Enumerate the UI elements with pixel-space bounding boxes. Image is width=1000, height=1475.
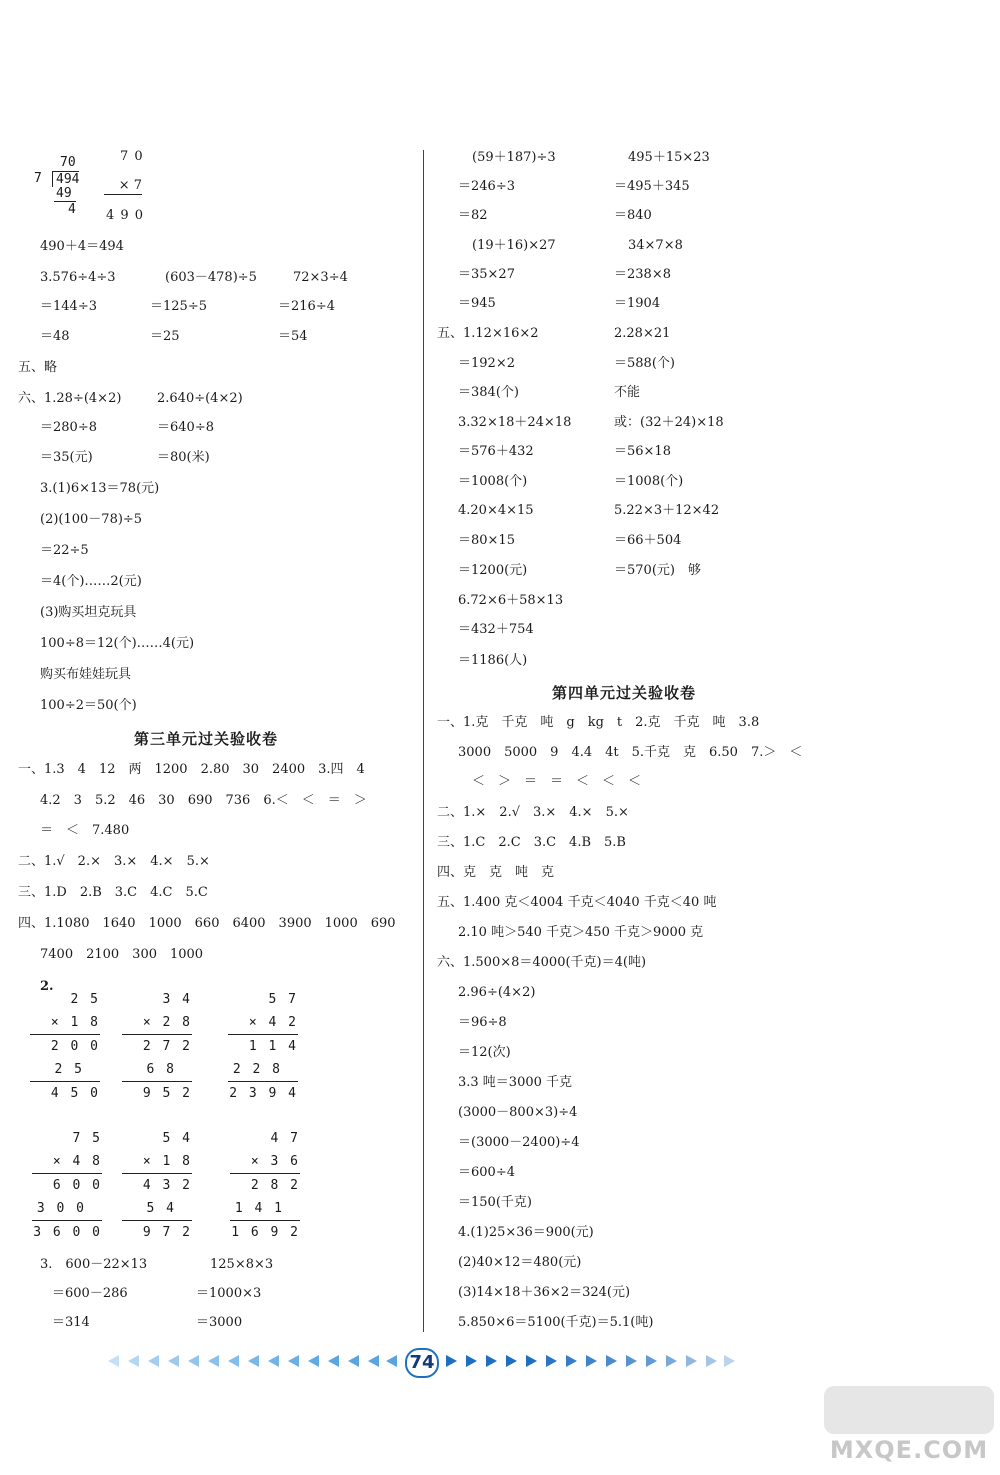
unit3-line: 四、1.1080 1640 1000 660 6400 3900 1000 690	[18, 916, 396, 931]
arrow-right-icon	[666, 1355, 677, 1367]
unit4-line: 4.(1)25×36＝900(元)	[458, 1225, 594, 1240]
arrow-right-icon	[546, 1355, 557, 1367]
unit3-line: 三、1.D 2.B 3.C 4.C 5.C	[18, 885, 208, 900]
check-mid: × 7	[104, 178, 142, 195]
arrow-right-icon	[724, 1355, 735, 1367]
unit4-line: ＝(3000－2400)÷4	[458, 1135, 580, 1150]
vertical-multiplication: 5 4 × 1 8 4 3 2 5 4 9 7 2	[122, 1127, 192, 1244]
arrow-left-icon	[348, 1355, 359, 1367]
arrow-left-icon	[288, 1355, 299, 1367]
watermark-text: MXQE.COM	[829, 1436, 989, 1464]
column-divider	[423, 150, 424, 1332]
arrow-left-icon	[148, 1355, 159, 1367]
page-footer	[108, 1348, 738, 1376]
right-b-line: ＝1904	[614, 296, 661, 311]
right-a-line: ＝1186(人)	[458, 653, 528, 668]
right-a-line: 3.32×18＋24×18	[458, 415, 572, 430]
right-a-line: ＝80×15	[458, 533, 515, 548]
right-b-line: ＝66＋504	[614, 533, 682, 548]
right-b-line: ＝495＋345	[614, 179, 690, 194]
arrow-left-icon	[108, 1355, 119, 1367]
divisor: 7	[34, 171, 42, 186]
arrow-right-icon	[566, 1355, 577, 1367]
right-a-line: 五、1.12×16×2	[437, 326, 539, 341]
unit3-q3-line: ＝600－286	[52, 1286, 128, 1301]
arrow-left-icon	[128, 1355, 139, 1367]
left-line: 购买布娃娃玩具	[40, 667, 132, 682]
right-a-line: 6.72×6＋58×13	[458, 593, 564, 608]
unit3-line: 二、1.√ 2.× 3.× 4.× 5.×	[18, 854, 210, 869]
vertical-multiplication: 3 4 × 2 8 2 7 2 6 8 9 5 2	[122, 988, 192, 1105]
arrow-right-icon	[466, 1355, 477, 1367]
arrow-left-icon	[308, 1355, 319, 1367]
remainder: 4	[68, 202, 76, 217]
unit4-line: 2.10 吨＞540 千克＞450 千克＞9000 克	[458, 925, 704, 940]
partial-product: 49	[54, 186, 76, 202]
unit3-title: 第三单元过关验收卷	[134, 730, 279, 748]
left-line: ＝48	[40, 329, 70, 344]
left-line: ＝4(个)……2(元)	[40, 574, 142, 589]
left-line: ＝280÷8	[40, 420, 97, 435]
arrow-right-icon	[626, 1355, 637, 1367]
arrow-right-icon	[446, 1355, 457, 1367]
unit3-q3b-line: 125×8×3	[210, 1257, 274, 1272]
right-b-line: 2.28×21	[614, 326, 671, 341]
unit3-line: ＝ ＜ 7.480	[40, 823, 130, 838]
right-a-line: (59＋187)÷3	[472, 150, 556, 165]
vertical-multiplication: 5 7 × 4 2 1 1 4 2 2 8 2 3 9 4	[229, 992, 298, 1101]
unit3-q3b-line: ＝3000	[196, 1315, 243, 1330]
right-b-line: ＝588(个)	[614, 356, 675, 371]
left-line: 六、1.28÷(4×2)	[18, 391, 122, 406]
unit4-line: 3.3 吨＝3000 千克	[458, 1075, 573, 1090]
arrow-right-icon	[686, 1355, 697, 1367]
left-line: 3.576÷4÷3	[40, 270, 116, 285]
vertical-multiplication: 2 5 × 1 8 2 0 0 2 5 4 5 0	[30, 988, 100, 1105]
left-col3-line: 72×3÷4	[293, 270, 348, 285]
unit3-line: 7400 2100 300 1000	[40, 947, 204, 962]
arrow-left-icon	[386, 1355, 397, 1367]
unit4-line: ＜ ＞ ＝ ＝ ＜ ＜ ＜	[472, 774, 642, 789]
check-top: 7 0	[120, 149, 144, 164]
left-line: ＝144÷3	[40, 299, 97, 314]
arrow-left-icon	[228, 1355, 239, 1367]
arrow-right-icon	[706, 1355, 717, 1367]
unit4-line: 3000 5000 9 4.4 4t 5.千克 克 6.50 7.＞ ＜	[458, 745, 803, 760]
right-b-line: ＝570(元) 够	[614, 563, 701, 578]
check-result: 4 9 0	[106, 208, 145, 223]
right-a-line: ＝246÷3	[458, 179, 515, 194]
right-a-line: ＝35×27	[458, 267, 515, 282]
arrow-right-icon	[586, 1355, 597, 1367]
right-b-line: 495＋15×23	[628, 150, 710, 165]
unit4-line: (3)14×18＋36×2＝324(元)	[458, 1285, 631, 1300]
quotient: 70	[60, 155, 76, 170]
left-col2-line: ＝125÷5	[150, 299, 207, 314]
left-line: 100÷2＝50(个)	[40, 698, 137, 713]
right-b-line: ＝1008(个)	[614, 474, 684, 489]
left-line: (2)(100－78)÷5	[40, 512, 143, 527]
right-a-line: ＝945	[458, 296, 496, 311]
unit4-line: ＝96÷8	[458, 1015, 507, 1030]
arrow-right-icon	[526, 1355, 537, 1367]
right-b-line: 不能	[614, 385, 641, 400]
right-a-line: ＝384(个)	[458, 385, 519, 400]
left-line: 100÷8＝12(个)……4(元)	[40, 636, 195, 651]
vertical-multiplication: 4 7 × 3 6 2 8 2 1 4 1 1 6 9 2	[231, 1131, 300, 1240]
right-a-line: ＝432＋754	[458, 622, 534, 637]
unit4-line: 五、1.400 克＜4004 千克＜4040 千克＜40 吨	[437, 895, 717, 910]
left-col2-line: 2.640÷(4×2)	[157, 391, 243, 406]
right-a-line: ＝576＋432	[458, 444, 534, 459]
left-col2-line: ＝640÷8	[157, 420, 214, 435]
right-b-line: 5.22×3＋12×42	[614, 503, 720, 518]
right-a-line: (19＋16)×27	[472, 238, 556, 253]
unit4-line: ＝12(次)	[458, 1045, 511, 1060]
arrow-right-icon	[606, 1355, 617, 1367]
unit4-line: 二、1.× 2.√ 3.× 4.× 5.×	[437, 805, 629, 820]
unit4-line: ＝150(千克)	[458, 1195, 532, 1210]
unit4-line: (3000－800×3)÷4	[458, 1105, 578, 1120]
left-line: 3.(1)6×13＝78(元)	[40, 481, 160, 496]
left-col2-line: (603－478)÷5	[165, 270, 257, 285]
right-a-line: 4.20×4×15	[458, 503, 534, 518]
left-line: ＝35(元)	[40, 450, 93, 465]
right-b-line: ＝238×8	[614, 267, 671, 282]
unit4-line: (2)40×12＝480(元)	[458, 1255, 582, 1270]
unit4-line: 三、1.C 2.C 3.C 4.B 5.B	[437, 835, 626, 850]
arrow-left-icon	[188, 1355, 199, 1367]
arrow-left-icon	[168, 1355, 179, 1367]
vertical-multiplication: 7 5 × 4 8 6 0 0 3 0 0 3 6 0 0	[33, 1131, 102, 1240]
right-b-line: ＝840	[614, 208, 652, 223]
arrow-right-icon	[486, 1355, 497, 1367]
arrow-left-icon	[268, 1355, 279, 1367]
right-b-line: 34×7×8	[628, 238, 683, 253]
unit4-title: 第四单元过关验收卷	[552, 684, 697, 702]
page-number: 74	[405, 1348, 439, 1378]
left-col2-line: ＝80(米)	[157, 450, 210, 465]
unit4-line: ＝600÷4	[458, 1165, 515, 1180]
arrow-left-icon	[208, 1355, 219, 1367]
right-b-line: ＝56×18	[614, 444, 671, 459]
right-a-line: ＝1200(元)	[458, 563, 528, 578]
unit3-line: 2.	[40, 979, 54, 994]
left-line: 五、略	[18, 360, 58, 375]
dividend: 494	[52, 171, 79, 187]
arrow-left-icon	[368, 1355, 379, 1367]
left-col3-line: ＝216÷4	[278, 299, 335, 314]
right-a-line: ＝192×2	[458, 356, 515, 371]
unit4-line: 5.850×6＝5100(千克)＝5.1(吨)	[458, 1315, 654, 1330]
right-a-line: ＝82	[458, 208, 488, 223]
unit4-line: 六、1.500×8＝4000(千克)＝4(吨)	[437, 955, 647, 970]
left-line: 490＋4＝494	[40, 239, 124, 254]
unit3-q3-line: ＝314	[52, 1315, 90, 1330]
unit3-line: 一、1.3 4 12 两 1200 2.80 30 2400 3.四 4	[18, 762, 365, 777]
unit3-line: 4.2 3 5.2 46 30 690 736 6.＜ ＜ ＝ ＞	[40, 793, 367, 808]
unit4-line: 一、1.克 千克 吨 g kg t 2.克 千克 吨 3.8	[437, 715, 760, 730]
arrow-left-icon	[248, 1355, 259, 1367]
right-b-line: 或：(32＋24)×18	[614, 415, 724, 430]
right-a-line: ＝1008(个)	[458, 474, 528, 489]
site-watermark	[824, 1386, 994, 1466]
unit3-q3b-line: ＝1000×3	[196, 1286, 262, 1301]
unit4-line: 2.96÷(4×2)	[458, 985, 536, 1000]
arrow-right-icon	[646, 1355, 657, 1367]
arrow-left-icon	[328, 1355, 339, 1367]
arrow-right-icon	[506, 1355, 517, 1367]
long-division	[34, 155, 84, 217]
left-line: (3)购买坦克玩具	[40, 605, 137, 620]
left-col3-line: ＝54	[278, 329, 308, 344]
watermark-logo-icon	[824, 1386, 994, 1434]
unit4-line: 四、克 克 吨 克	[437, 865, 555, 880]
unit3-q3-line: 3. 600－22×13	[40, 1257, 148, 1272]
left-line: ＝22÷5	[40, 543, 89, 558]
left-col2-line: ＝25	[150, 329, 180, 344]
